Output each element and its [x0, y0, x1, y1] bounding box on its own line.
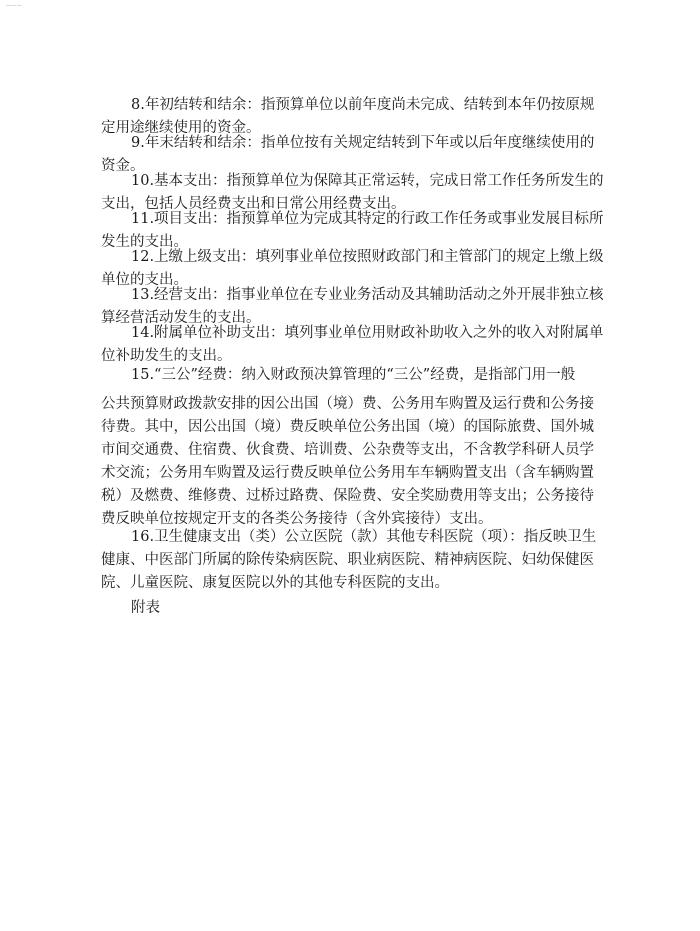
text-line: 9.年末结转和结余：指单位按有关规定结转到下年或以后年度继续使用的	[131, 135, 595, 151]
text-line: 附表	[131, 600, 160, 616]
text-line: 支出，包括人员经费支出和日常公用经费支出。	[101, 196, 406, 212]
text-line: 位补助发生的支出。	[101, 348, 232, 364]
text-line: 算经营活动发生的支出。	[101, 310, 261, 326]
text-line: 院、儿童医院、康复医院以外的其他专科医院的支出。	[101, 575, 449, 591]
text-line: 待费。其中，因公出国（境）费反映单位公务出国（境）的国际旅费、国外城	[101, 419, 594, 435]
text-line: 8.年初结转和结余：指预算单位以前年度尚未完成、结转到本年仍按原规	[131, 97, 595, 113]
text-line: 14.附属单位补助支出：填列事业单位用财政补助收入之外的收入对附属单	[131, 325, 604, 341]
text-line: 费反映单位按规定开支的各类公务接待（含外宾接待）支出。	[101, 511, 493, 527]
text-line: 13.经营支出：指事业单位在专业业务活动及其辅助活动之外开展非独立核	[131, 287, 604, 303]
text-line: 术交流；公务用车购置及运行费反映单位公务用车车辆购置支出（含车辆购置	[101, 465, 594, 481]
text-line: 10.基本支出：指预算单位为保障其正常运转，完成日常工作任务所发生的	[131, 173, 604, 189]
text-line: 税）及燃费、维修费、过桥过路费、保险费、安全奖励费用等支出；公务接待	[101, 488, 594, 504]
text-line: 16.卫生健康支出（类）公立医院（款）其他专科医院（项）：指反映卫生	[131, 529, 597, 545]
text-line: 15.“三公”经费：纳入财政预决算管理的“三公”经费，是指部门用一般	[131, 367, 576, 383]
text-line: 健康、中医部门所属的除传染病医院、职业病医院、精神病医院、妇幼保健医	[101, 552, 594, 568]
text-line: 公共预算财政拨款安排的因公出国（境）费、公务用车购置及运行费和公务接	[101, 396, 594, 412]
text-line: 资金。	[101, 158, 145, 174]
text-line: 定用途继续使用的资金。	[101, 120, 261, 136]
text-line: 市间交通费、住宿费、伙食费、培训费、公杂费等支出，不含教学科研人员学	[101, 442, 594, 458]
text-line: 11.项目支出：指预算单位为完成其特定的行政工作任务或事业发展目标所	[131, 211, 604, 227]
text-line: 发生的支出。	[101, 234, 188, 250]
text-line: 12.上缴上级支出：填列事业单位按照财政部门和主管部门的规定上缴上级	[131, 249, 604, 265]
page-corner-mark: ———	[6, 3, 22, 9]
text-line: 单位的支出。	[101, 272, 188, 288]
